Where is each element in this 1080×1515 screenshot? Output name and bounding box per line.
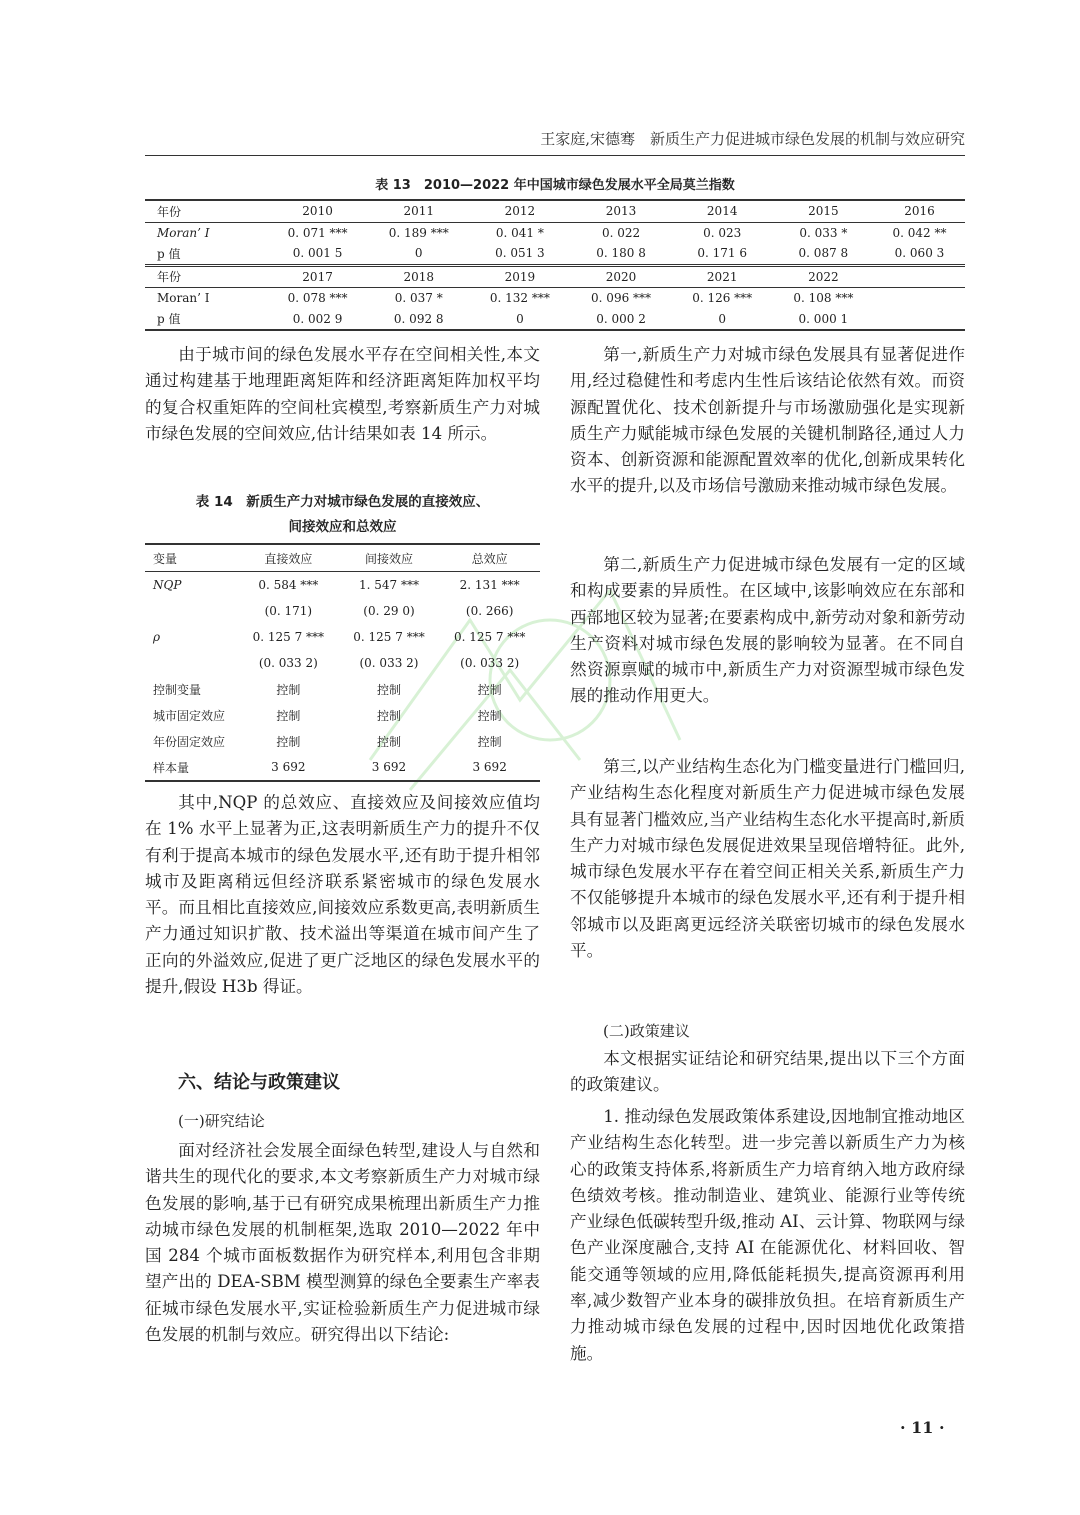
table-cell: 2010 — [267, 200, 368, 222]
table-cell: 0. 171 6 — [697, 246, 748, 261]
table-cell: 城市固定效应 — [153, 708, 226, 723]
table-row — [145, 288, 965, 309]
table-cell: 0. 060 3 — [894, 246, 945, 261]
table-cell: 0. 037 * — [394, 291, 443, 306]
table-row — [145, 572, 540, 599]
table-cell: 年份固定效应 — [153, 734, 226, 749]
table-row — [145, 728, 540, 754]
table-row — [145, 309, 965, 331]
table-row — [145, 544, 540, 572]
table-cell: (0. 266) — [465, 604, 514, 618]
table-row — [145, 754, 540, 781]
table-cell: 2020 — [570, 265, 671, 288]
table-cell: 控制 — [477, 682, 502, 697]
table-row — [145, 243, 965, 265]
table-cell: 3 692 — [238, 754, 339, 781]
subsection-heading: (一)研究结论 — [178, 1112, 265, 1130]
table-cell — [145, 650, 238, 676]
paragraph-text: 面对经济社会发展全面绿色转型,建设人与自然和谐共生的现代化的要求,本文考察新质生产力对城市绿色发展的影响,基于已有研究成果梳理出新质生产力推动城市绿色发展的机制框架,选取 2010—2022 年中国 284 个城市面板数据作为研究样本,利用包含非期望产出的 DEA-SBM 模型测算的绿色全要素生产率表征城市绿色发展水平,实证检验新质生产力促进城市绿色发展的机制与效应。研究得出以下结论: — [145, 1141, 540, 1345]
table-cell: p 值 — [145, 309, 267, 331]
table-cell: 控制 — [477, 708, 502, 723]
table-cell: 2014 — [672, 200, 773, 222]
table-row — [145, 650, 540, 676]
right-paragraph-1 — [570, 342, 965, 500]
paragraph-text: 由于城市间的绿色发展水平存在空间相关性,本文通过构建基于地理距离矩阵和经济距离矩阵加权平均的复合权重矩阵的空间杜宾模型,考察新质生产力对城市绿色发展的空间效应,估计结果如表 14 所示。 — [145, 345, 540, 443]
table-cell — [874, 309, 965, 331]
table-cell: 0 — [469, 309, 570, 331]
table-cell: 年份 — [145, 265, 267, 288]
table-cell: 控制 — [477, 734, 502, 749]
table-cell: 0. 041 * — [495, 225, 544, 240]
table-row — [145, 598, 540, 624]
table-cell: 0. 000 2 — [570, 309, 671, 331]
table-cell: 控制 — [276, 734, 301, 749]
table-cell: 0. 000 1 — [773, 309, 874, 331]
right-paragraph-2 — [570, 552, 965, 710]
table-cell: 2016 — [874, 200, 965, 222]
left-paragraph-2 — [145, 790, 540, 1000]
table-cell: 0. 125 7 *** — [353, 630, 425, 644]
running-header: 王家庭,宋德骞 新质生产力促进城市绿色发展的机制与效应研究 — [540, 130, 965, 148]
table-cell: 0. 033 * — [799, 225, 848, 240]
table-cell: 年份 — [145, 200, 267, 222]
table-cell: 2012 — [469, 200, 570, 222]
table-cell: NQP — [153, 578, 182, 592]
table-cell: 0. 126 *** — [692, 291, 753, 306]
page-number: · 11 · — [900, 1418, 945, 1437]
right-paragraph-5 — [570, 1104, 965, 1367]
paragraph-text: 1. 推动绿色发展政策体系建设,因地制宜推动地区产业结构生态化转型。进一步完善以新质生产力为核心的政策支持体系,将新质生产力培育纳入地方政府绿色绩效考核。推动制造业、建筑业、能源行业等传统产业绿色低碳转型升级,推动 AI、云计算、物联网与绿色产业深度融合,支持 AI 在能源优化、材料回收、智能交通等领域的应用,降低能耗损失,提高资源再利用率,减少数智产业本身的碳排放负担。在培育新质生产力推动城市绿色发展的过程中,因时因地优化政策措施。 — [570, 1107, 965, 1363]
table-row — [145, 702, 540, 728]
paragraph-text: 本文根据实证结论和研究结果,提出以下三个方面的政策建议。 — [570, 1049, 965, 1095]
left-paragraph-1 — [145, 342, 540, 447]
table-cell: 样本量 — [145, 754, 238, 781]
table-cell — [874, 265, 965, 288]
table-cell: 0. 042 ** — [892, 225, 947, 240]
left-paragraph-3 — [145, 1138, 540, 1348]
table-cell: 0. 132 *** — [489, 291, 550, 306]
table-cell: 0. 584 *** — [258, 578, 319, 592]
table-cell: 3 692 — [339, 754, 440, 781]
table-header-cell: 变量 — [145, 544, 238, 572]
table-cell: Moran’ I — [157, 225, 210, 240]
table-cell — [145, 598, 238, 624]
table-cell: 1. 547 *** — [358, 578, 419, 592]
table-cell: 2018 — [368, 265, 469, 288]
table-cell: 0. 125 7 *** — [252, 630, 325, 644]
table-cell: 0. 087 8 — [798, 246, 849, 261]
table-cell: 0. 001 5 — [292, 246, 343, 261]
paragraph-text: 其中,NQP 的总效应、直接效应及间接效应值均在 1% 水平上显著为正,这表明新质生产力的提升不仅有利于提高本城市的绿色发展水平,还有助于提升相邻城市及距离稍远但经济联系紧密城市的绿色发展水平。而且相比直接效应,间接效应系数更高,表明新质生产力通过知识扩散、技术溢出等渠道在城市间产生了正向的外溢效应,促进了更广泛地区的绿色发展水平的提升,假设 H3b 得证。 — [145, 793, 540, 997]
paragraph-text: 第二,新质生产力促进城市绿色发展有一定的区域和构成要素的异质性。在区域中,该影响效应在东部和西部地区较为显著;在要素构成中,新劳动对象和新劳动生产资料对城市绿色发展的影响较为显著。在不同自然资源禀赋的城市中,新质生产力对资源型城市绿色发展的推动作用更大。 — [570, 555, 965, 706]
table-cell: 0. 078 *** — [287, 291, 348, 306]
table-cell: ρ — [153, 630, 161, 644]
table-cell: (0. 033 2) — [359, 656, 419, 670]
table-cell: 0 — [414, 246, 423, 261]
right-paragraph-4 — [570, 1046, 965, 1099]
table13-caption: 表 13 2010—2022 年中国城市绿色发展水平全局莫兰指数 — [375, 178, 735, 193]
table-cell: 2. 131 *** — [459, 578, 520, 592]
table-cell: 控制 — [376, 708, 401, 723]
header-rule — [145, 155, 965, 156]
table-cell: 0. 071 *** — [287, 225, 348, 240]
paragraph-text: 第三,以产业结构生态化为门槛变量进行门槛回归,产业结构生态化程度对新质生产力促进城市绿色发展具有显著门槛效应,当产业结构生态化水平提高时,新质生产力对城市绿色发展促进效果呈现倍增特征。此外,城市绿色发展水平存在着空间正相关关系,新质生产力不仅能够提升本城市的绿色发展水平,还有利于提升相邻城市以及距离更远经济关联密切城市的绿色发展水平。 — [570, 757, 965, 961]
table-cell: 0. 125 7 *** — [453, 630, 526, 644]
table-cell: p 值 — [157, 246, 181, 261]
table-cell: 0. 092 8 — [368, 309, 469, 331]
table-cell: 控制 — [276, 708, 301, 723]
table14 — [145, 543, 540, 782]
table-cell: 2019 — [469, 265, 570, 288]
table-cell: 控制变量 — [153, 682, 202, 697]
subsection-heading: (二)政策建议 — [603, 1022, 690, 1040]
table-cell: 0. 189 *** — [388, 225, 449, 240]
table-cell: (0. 033 2) — [460, 656, 520, 670]
table13 — [145, 199, 965, 331]
section-heading: 六、结论与政策建议 — [178, 1072, 340, 1093]
table-cell: Moran’ I — [157, 291, 210, 306]
table-row — [145, 200, 965, 222]
table-cell — [874, 288, 965, 309]
table-cell: 控制 — [376, 734, 401, 749]
table-row — [145, 624, 540, 650]
table-cell: (0. 171) — [264, 604, 313, 618]
table-cell: 0. 180 8 — [596, 246, 646, 261]
table-header-cell: 间接效应 — [339, 544, 440, 572]
table-cell: 2015 — [773, 200, 874, 222]
table14-caption-line2: 间接效应和总效应 — [288, 519, 397, 535]
table-cell: 2017 — [267, 265, 368, 288]
table-cell: 控制 — [276, 682, 301, 697]
right-paragraph-3 — [570, 754, 965, 964]
paragraph-text: 第一,新质生产力对城市绿色发展具有显著促进作用,经过稳健性和考虑内生性后该结论依然有效。而资源配置优化、技术创新提升与市场激励强化是实现新质生产力赋能城市绿色发展的关键机制路径,通过人力资本、创新资源和能源配置效率的优化,创新成果转化水平的提升,以及市场信号激励来推动城市绿色发展。 — [570, 345, 965, 496]
table-cell: 0. 002 9 — [267, 309, 368, 331]
table-row — [145, 222, 965, 243]
table-cell: 0. 051 3 — [495, 246, 545, 261]
table-cell: 2011 — [368, 200, 469, 222]
table14-caption-line1: 表 14 新质生产力对城市绿色发展的直接效应、 — [195, 494, 490, 510]
table-header-cell: 总效应 — [439, 544, 540, 572]
table-cell: 0. 022 — [601, 225, 641, 240]
table-cell: 2013 — [570, 200, 671, 222]
table-row — [145, 676, 540, 702]
table-cell: (0. 29 0) — [363, 604, 415, 618]
table-cell: 控制 — [376, 682, 401, 697]
table-header-cell: 直接效应 — [238, 544, 339, 572]
table-cell: 3 692 — [439, 754, 540, 781]
table-cell: 2021 — [672, 265, 773, 288]
table-cell: 2022 — [773, 265, 874, 288]
table-cell: 0. 096 *** — [591, 291, 652, 306]
table-cell: 0. 023 — [703, 225, 742, 240]
table-cell: (0. 033 2) — [258, 656, 318, 670]
table-row — [145, 265, 965, 288]
table-cell: 0 — [672, 309, 773, 331]
table-cell: 0. 108 *** — [793, 291, 854, 306]
